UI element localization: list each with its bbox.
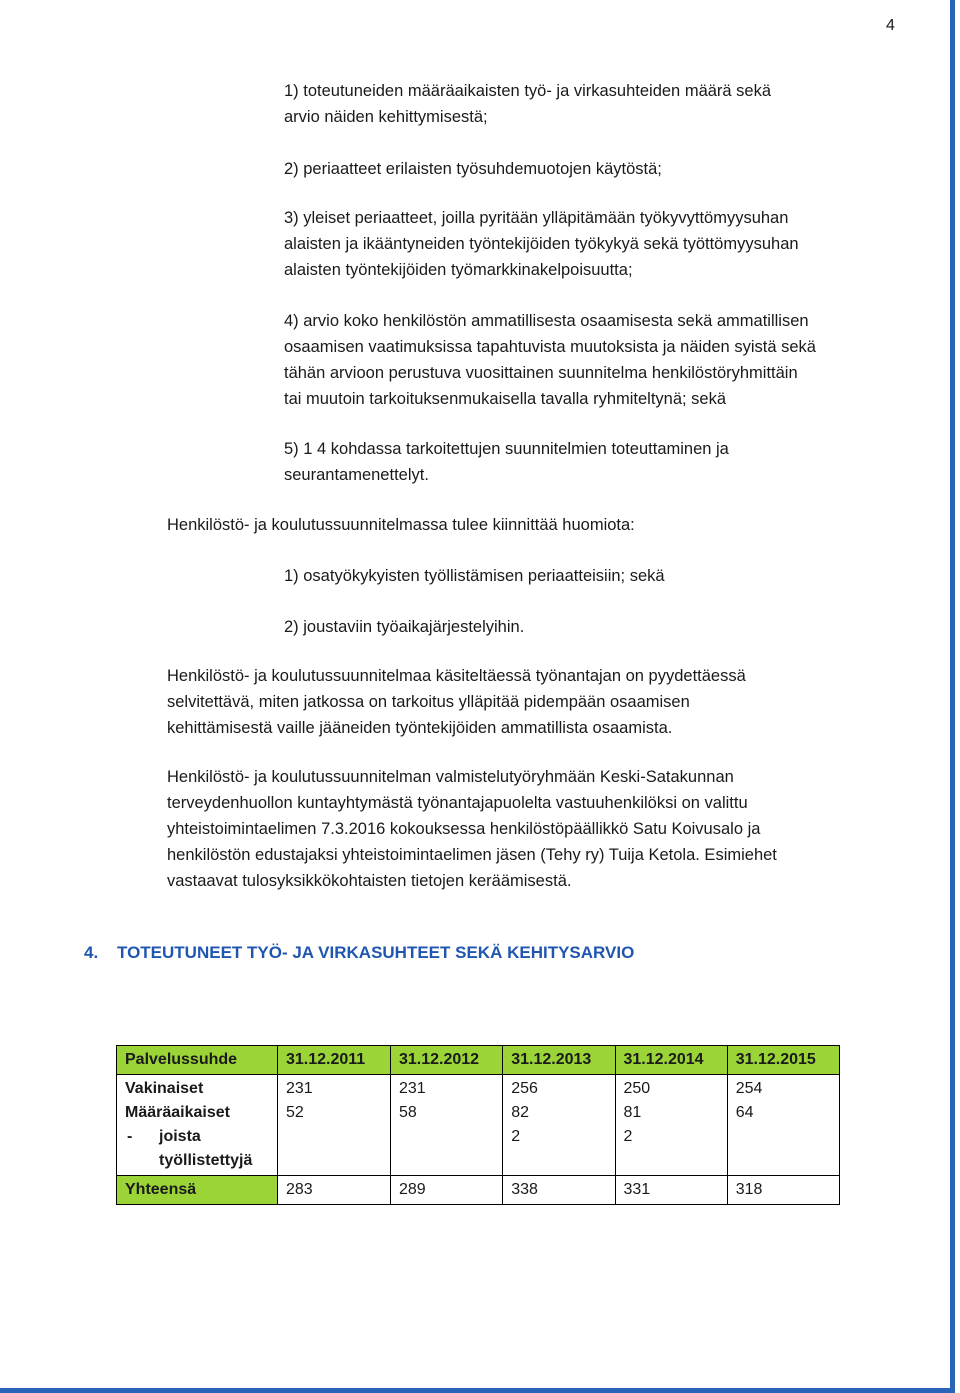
section-title: TOTEUTUNEET TYÖ- JA VIRKASUHTEET SEKÄ KEHITYSARVIO xyxy=(117,943,635,962)
list-item-4-line-4: tai muutoin tarkoituksenmukaisella tavalla ryhmiteltynä; sekä xyxy=(284,390,727,408)
value-employed xyxy=(286,1125,382,1149)
list-item-5-line-2: seurantamenettelyt. xyxy=(284,466,429,484)
attention-item-1: 1) osatyökykyisten työllistämisen periaatteisiin; sekä xyxy=(284,567,665,585)
section-number: 4. xyxy=(84,943,99,962)
row-label-fixed-term: Määräaikaiset xyxy=(125,1104,230,1121)
list-item-5-line-1: 5) 1 4 kohdassa tarkoitettujen suunnitelmien toteuttaminen ja xyxy=(284,440,729,458)
page-number: 4 xyxy=(886,17,895,34)
value-permanent: 231 xyxy=(399,1080,426,1097)
table-header-cell: Palvelussuhde xyxy=(117,1046,278,1075)
value-employed xyxy=(399,1125,494,1149)
table-cell xyxy=(503,1075,615,1176)
paragraph-attention: Henkilöstö- ja koulutussuunnitelmassa tulee kiinnittää huomiota: xyxy=(167,516,635,534)
paragraph-group-line-2: terveydenhuollon kuntayhtymästä työnantajapuolelta vastuuhenkilöksi on valittu xyxy=(167,794,748,812)
list-item-3 xyxy=(284,205,799,283)
value-fixed-term: 64 xyxy=(735,1104,754,1121)
paragraph-group-line-1: Henkilöstö- ja koulutussuunnitelman valmistelutyöryhmään Keski-Satakunnan xyxy=(167,768,734,786)
total-cell: 318 xyxy=(727,1176,839,1205)
list-item-5 xyxy=(284,436,729,488)
list-item-3-line-1: 3) yleiset periaatteet, joilla pyritään ylläpitämään työkyvyttömyysuhan xyxy=(284,209,789,227)
total-cell: 338 xyxy=(503,1176,615,1205)
value-fixed-term: 52 xyxy=(286,1104,304,1121)
paragraph-employer-line-1: Henkilöstö- ja koulutussuunnitelmaa käsiteltäessä työnantajan on pyydettäessä xyxy=(167,667,746,685)
table-cell xyxy=(391,1075,503,1176)
table-header-cell: 31.12.2015 xyxy=(727,1046,839,1075)
value-fixed-term: 82 xyxy=(511,1104,530,1121)
list-item-3-line-2: alaisten ja ikääntyneiden työntekijöiden työkykyä sekä työttömyysuhan xyxy=(284,235,799,253)
paragraph-employer-line-2: selvitettävä, miten jatkossa on tarkoitus ylläpitää pidempään osaamisen xyxy=(167,693,690,711)
table-row xyxy=(117,1075,840,1176)
list-item-2 xyxy=(284,156,662,182)
row-label-permanent: Vakinaiset xyxy=(125,1080,204,1097)
table-header-cell: 31.12.2014 xyxy=(615,1046,727,1075)
value-permanent: 254 xyxy=(735,1080,763,1097)
paragraph-group-line-5: vastaavat tulosyksikkökohtaisten tietojen keräämisestä. xyxy=(167,872,572,890)
row-label-of-which-text: joista xyxy=(159,1128,201,1145)
table-header-row xyxy=(117,1046,840,1075)
total-cell: 331 xyxy=(615,1176,727,1205)
total-label: Yhteensä xyxy=(117,1176,278,1205)
list-item-4 xyxy=(284,308,816,412)
table-cell xyxy=(727,1075,839,1176)
row-labels-cell xyxy=(117,1075,278,1176)
value-fixed-term: 58 xyxy=(399,1104,417,1121)
list-item-1 xyxy=(284,78,771,130)
employment-table xyxy=(116,1045,840,1205)
value-permanent: 256 xyxy=(511,1080,538,1097)
table-total-row xyxy=(117,1176,840,1205)
paragraph-employer-line-3: kehittämisestä vaille jääneiden työntekijöiden ammatillista osaamista. xyxy=(167,719,673,737)
section-heading xyxy=(84,943,634,963)
row-label-of-which xyxy=(125,1125,269,1149)
table-cell xyxy=(278,1075,391,1176)
paragraph-working-group xyxy=(167,764,777,894)
value-employed xyxy=(736,1125,831,1149)
table-header-cell: 31.12.2012 xyxy=(391,1046,503,1075)
table-cell xyxy=(615,1075,727,1176)
table-header-cell: 31.12.2013 xyxy=(503,1046,615,1075)
paragraph-group-line-3: yhteistoimintaelimen 7.3.2016 kokouksessa henkilöstöpäällikkö Satu Koivusalo ja xyxy=(167,820,761,838)
list-item-2-line-1: 2) periaatteet erilaisten työsuhdemuotojen käytöstä; xyxy=(284,160,662,178)
value-permanent: 250 xyxy=(623,1080,651,1097)
total-cell: 283 xyxy=(278,1176,391,1205)
table-header-cell: 31.12.2011 xyxy=(278,1046,391,1075)
row-label-dash: - xyxy=(127,1128,133,1145)
list-item-3-line-3: alaisten työntekijöiden työmarkkinakelpoisuutta; xyxy=(284,261,633,279)
list-item-1-line-1: 1) toteutuneiden määräaikaisten työ- ja virkasuhteiden määrä sekä xyxy=(284,82,772,100)
row-label-employed: työllistettyjä xyxy=(159,1152,253,1169)
list-item-1-line-2: arvio näiden kehittymisestä; xyxy=(284,108,488,126)
paragraph-employer xyxy=(167,663,746,741)
list-item-4-line-1: 4) arvio koko henkilöstön ammatillisesta osaamisesta sekä ammatillisen xyxy=(284,312,809,330)
list-item-4-line-3: tähän arvioon perustuva vuosittainen suunnitelma henkilöstöryhmittäin xyxy=(284,364,798,382)
value-permanent: 231 xyxy=(286,1080,313,1097)
paragraph-group-line-4: henkilöstön edustajaksi yhteistoimintaelimen jäsen (Tehy ry) Tuija Ketola. Esimiehet xyxy=(167,846,777,864)
value-fixed-term: 81 xyxy=(623,1104,642,1121)
attention-item-2: 2) joustaviin työaikajärjestelyihin. xyxy=(284,618,525,636)
value-employed: 2 xyxy=(623,1128,633,1145)
total-cell: 289 xyxy=(391,1176,503,1205)
value-employed: 2 xyxy=(511,1128,521,1145)
list-item-4-line-2: osaamisen vaatimuksissa tapahtuvista muutoksista ja näiden syistä sekä xyxy=(284,338,816,356)
